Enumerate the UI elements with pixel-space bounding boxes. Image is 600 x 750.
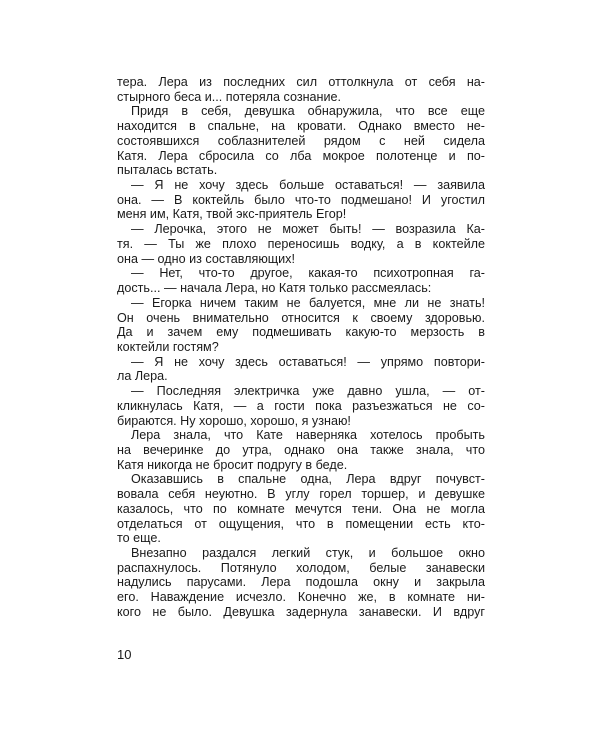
text-line: Он очень внимательно относится к своему здоровью.	[117, 310, 485, 325]
text-line: — Последняя электричка уже давно ушла, — от-	[131, 384, 485, 399]
text-line: Оказавшись в спальне одна, Лера вдруг почувст-	[131, 472, 485, 487]
paragraph	[117, 355, 485, 384]
text-line: — Нет, что-то другое, какая-то психотропная га-	[131, 266, 485, 281]
text-line: распахнулось. Потянуло холодом, белые занавески	[117, 560, 485, 575]
text-line: стырного беса и... потеряла сознание.	[117, 89, 342, 104]
text-line: Лера знала, что Кате наверняка хотелось пробыть	[131, 428, 485, 443]
text-line: меня им, Катя, твой экс-приятель Егор!	[117, 207, 347, 222]
paragraph	[117, 266, 485, 295]
text-line: дость... — начала Лера, но Катя только рассмеялась:	[117, 281, 432, 296]
text-line: надулись парусами. Лера подошла окну и закрыла	[117, 575, 485, 590]
text-line: тя. — Ты же плохо переносишь водку, а в коктейле	[117, 236, 485, 251]
text-line: его. Наваждение исчезло. Конечно же, в комнате ни-	[117, 590, 485, 605]
text-line: пыталась встать.	[117, 163, 218, 178]
text-line: то еще.	[117, 531, 161, 546]
text-line: состоявшихся соблазнителей рядом с ней сидела	[117, 133, 485, 148]
text-line: она — одно из составляющих!	[117, 251, 295, 266]
paragraph	[117, 104, 485, 178]
text-line: Катя никогда не бросит подругу в беде.	[117, 457, 348, 472]
text-line: казалось, что по комнате мечутся тени. Она не могла	[117, 501, 485, 516]
text-line: — Егорка ничем таким не балуется, мне ли не знать!	[131, 295, 485, 310]
paragraph	[117, 296, 485, 355]
paragraph	[117, 384, 485, 428]
text-line: на вечеринке до утра, однако она также знала, что	[117, 442, 485, 457]
text-line: Да и зачем ему подмешивать какую-то мерзость в	[117, 325, 485, 340]
paragraph	[117, 178, 485, 222]
text-line: Катя. Лера сбросила со лба мокрое полотенце и по-	[117, 148, 485, 163]
paragraph	[117, 75, 485, 104]
text-line: кликнулась Катя, — а гости пока разъезжаться не со-	[117, 398, 485, 413]
text-line: бираются. Ну хорошо, хорошо, я узнаю!	[117, 413, 351, 428]
text-line: — Лерочка, этого не может быть! — возразила Ка-	[131, 222, 485, 237]
text-line: Внезапно раздался легкий стук, и большое окно	[131, 546, 485, 560]
text-line: — Я не хочу здесь больше оставаться! — заявила	[131, 178, 485, 193]
text-line: находится в спальне, на кровати. Однако вместо не-	[117, 119, 485, 134]
paragraph	[117, 428, 485, 472]
text-line: отделаться от ощущения, что в помещении есть кто-	[117, 516, 485, 531]
paragraph	[117, 472, 485, 546]
paragraph	[117, 222, 485, 266]
text-line: — Я не хочу здесь оставаться! — упрямо повтори-	[131, 354, 485, 369]
text-line: вовала себя неуютно. В углу горел торшер, и девушке	[117, 487, 485, 502]
text-line: кого не было. Девушка задернула занавески. И вдруг	[117, 604, 485, 619]
page-number: 10	[117, 647, 132, 662]
text-line: она. — В коктейль было что-то подмешано! И угостил	[117, 192, 485, 207]
text-line: ла Лера.	[117, 369, 168, 384]
text-line: Придя в себя, девушка обнаружила, что все еще	[131, 104, 485, 119]
page-text	[117, 75, 485, 620]
paragraph	[117, 546, 485, 620]
text-line: коктейли гостям?	[117, 339, 219, 354]
text-line: тера. Лера из последних сил оттолкнула от себя на-	[117, 75, 485, 89]
